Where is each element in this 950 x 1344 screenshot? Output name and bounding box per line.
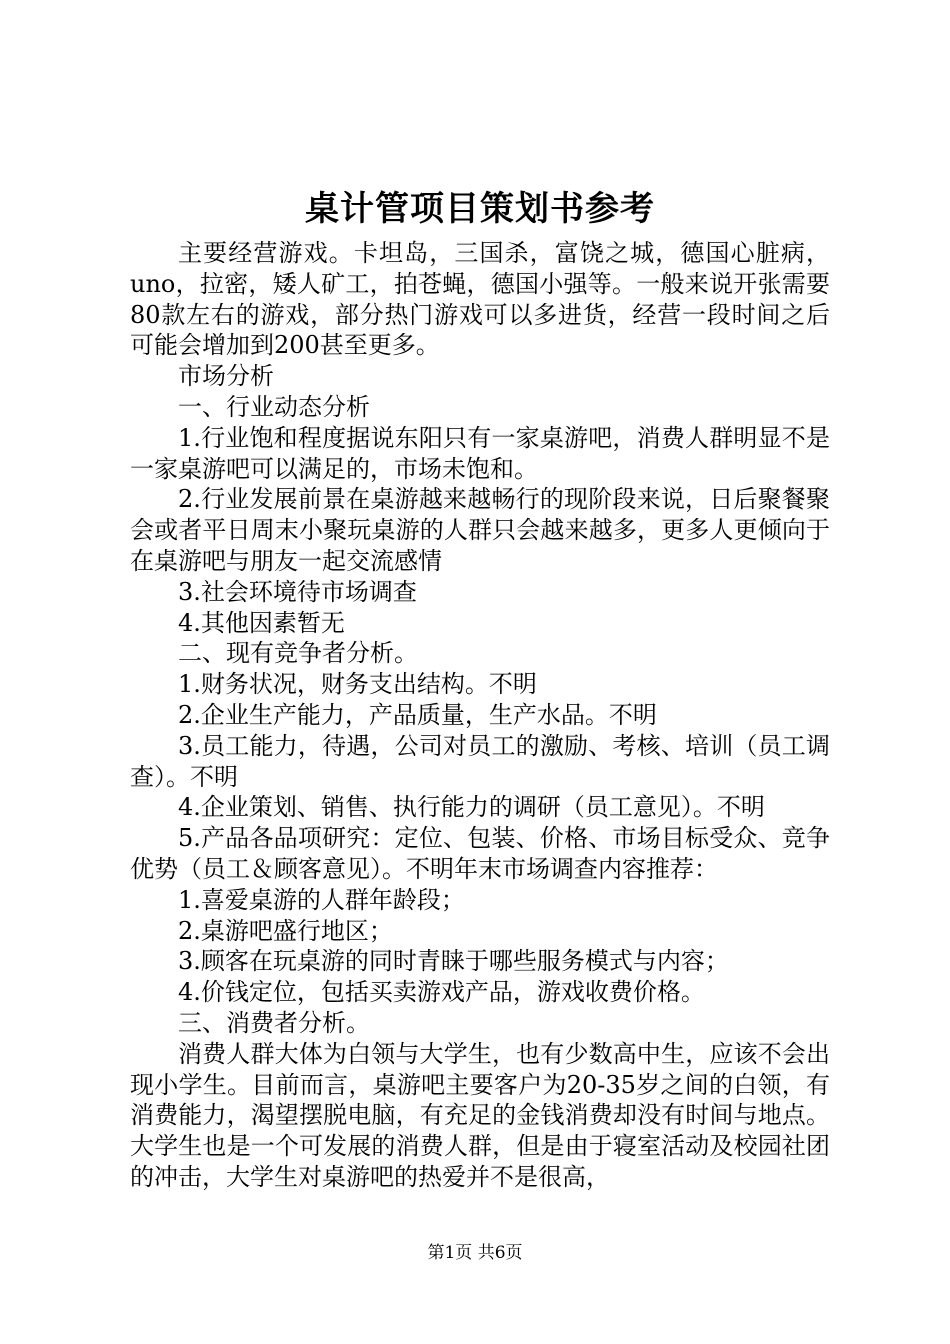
- paragraph-competitor-2: 2.企业生产能力，产品质量，生产水品。不明: [178, 700, 657, 729]
- heading-industry-analysis: 一、行业动态分析: [178, 392, 370, 421]
- paragraph-intro: 主要经营游戏。卡坦岛，三国杀，富饶之城，德国心脏病，uno，拉密，矮人矿工，拍苍蝇，德国小强等。一般来说开张需要80款左右的游戏，部分热门游戏可以多进货，经营一段时间之后可能会增加到200甚至更多。: [130, 239, 830, 360]
- paragraph-industry-3: 3.社会环境待市场调查: [178, 577, 417, 606]
- paragraph-consumer: 消费人群大体为白领与大学生，也有少数高中生，应该不会出现小学生。目前而言，桌游吧主要客户为20-35岁之间的白领，有消费能力，渴望摆脱电脑，有充足的金钱消费却没有时间与地点。大学生也是一个可发展的消费人群，但是由于寝室活动及校园社团的冲击，大学生对桌游吧的热爱并不是很高，: [130, 1039, 830, 1191]
- paragraph-competitor-5: 5.产品各品项研究：定位、包装、价格、市场目标受众、竞争优势（员工＆顾客意见）。不明年末市场调查内容推荐：: [130, 824, 830, 883]
- paragraph-industry-2: 2.行业发展前景在桌游越来越畅行的现阶段来说，日后聚餐聚会或者平日周末小聚玩桌游的人群只会越来越多，更多人更倾向于在桌游吧与朋友一起交流感情: [130, 485, 830, 575]
- document-page: [130, 180, 830, 1193]
- paragraph-survey-3: 3.顾客在玩桌游的同时青睐于哪些服务模式与内容；: [178, 947, 729, 976]
- paragraph-competitor-4: 4.企业策划、销售、执行能力的调研（员工意见）。不明: [178, 793, 765, 822]
- document-title: 桌计管项目策划书参考: [305, 189, 655, 229]
- heading-consumer-analysis: 三、消费者分析。: [178, 1008, 370, 1037]
- paragraph-survey-4: 4.价钱定位，包括买卖游戏产品，游戏收费价格。: [178, 978, 705, 1007]
- page-footer: 第1页 共6页: [427, 1243, 523, 1263]
- paragraph-survey-2: 2.桌游吧盛行地区；: [178, 916, 393, 945]
- paragraph-competitor-1: 1.财务状况，财务支出结构。不明: [178, 670, 537, 699]
- paragraph-competitor-3: 3.员工能力，待遇，公司对员工的激励、考核、培训（员工调查）。不明: [130, 731, 830, 791]
- heading-competitor-analysis: 二、现有竞争者分析。: [178, 639, 418, 668]
- paragraph-survey-1: 1.喜爱桌游的人群年龄段；: [178, 885, 465, 914]
- paragraph-industry-1: 1.行业饱和程度据说东阳只有一家桌游吧，消费人群明显不是一家桌游吧可以满足的，市场未饱和。: [130, 423, 830, 483]
- paragraph-industry-4: 4.其他因素暂无: [178, 608, 345, 637]
- document-body: [130, 238, 830, 1193]
- heading-market-analysis: 市场分析: [178, 362, 274, 391]
